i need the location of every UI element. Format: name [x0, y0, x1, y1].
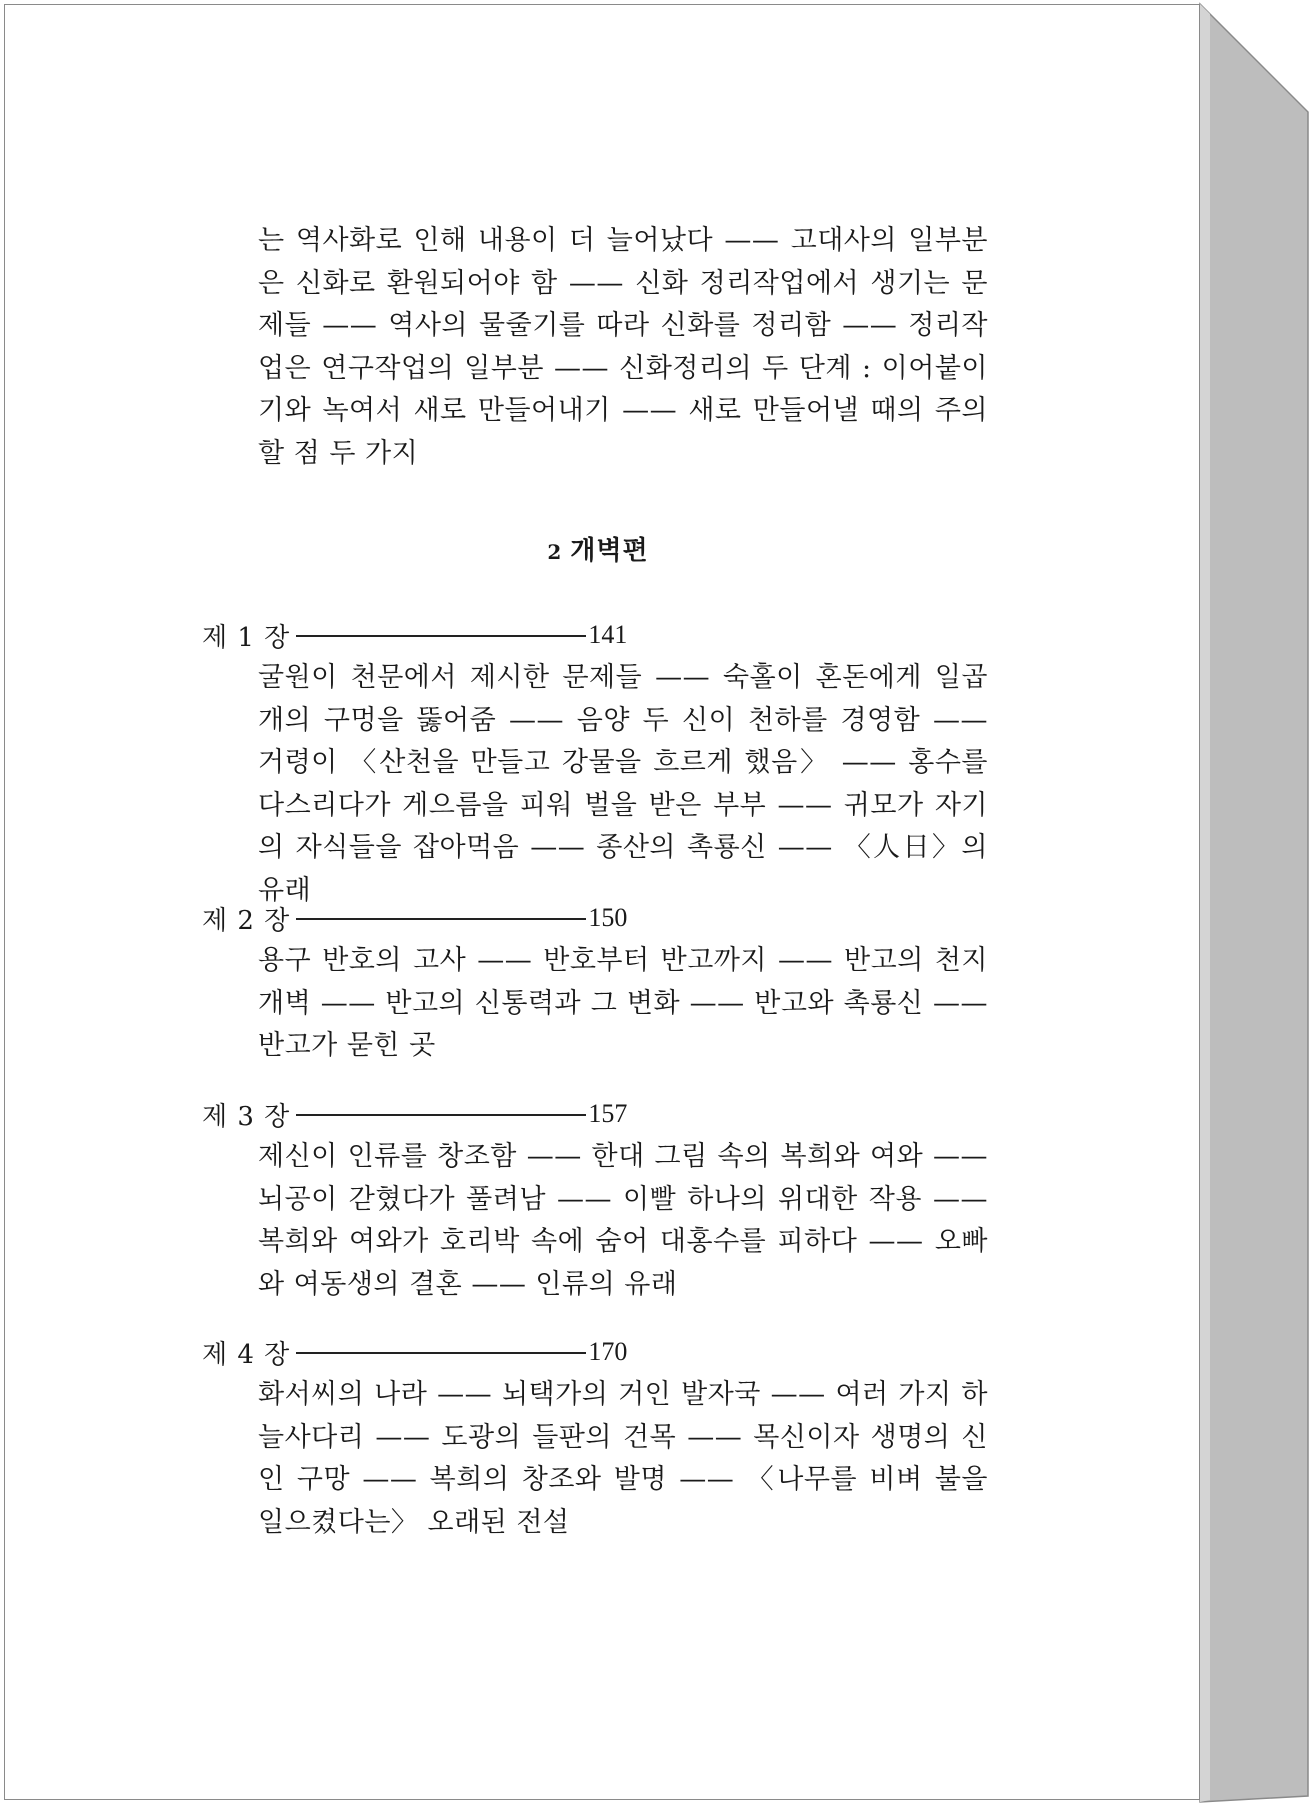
chapter-heading [202, 1332, 992, 1372]
chapter-page-number: 141 [588, 620, 628, 649]
chapter-3 [202, 1094, 992, 1306]
section-title [0, 530, 1196, 567]
leader-rule [296, 918, 586, 920]
chapter-label: 제 2 장 [202, 905, 291, 936]
chapter-4 [202, 1332, 992, 1544]
leader-rule [296, 1114, 586, 1116]
chapter-heading [202, 615, 992, 655]
chapter-label: 제 4 장 [202, 1339, 291, 1370]
chapter-page-number: 170 [588, 1337, 628, 1366]
leader-rule [296, 1352, 586, 1354]
chapter-page-number: 150 [588, 903, 628, 932]
chapter-summary: 화서씨의 나라 —— 뇌택가의 거인 발자국 —— 여러 가지 하늘사다리 —— 도광의 들판의 건목 —— 목신이자 생명의 신인 구망 —— 복희의 창조와 발명 —— 〈나무를 비벼 불을 일으켰다는〉 오래된 전설 [258, 1379, 988, 1538]
chapter-heading [202, 898, 992, 938]
chapter-2 [202, 898, 992, 1068]
chapter-summary: 굴원이 천문에서 제시한 문제들 —— 숙홀이 혼돈에게 일곱 개의 구멍을 뚫어줌 —— 음양 두 신이 천하를 경영함 —— 거령이 〈산천을 만들고 강물을 흐르게 했음〉 —— 홍수를 다스리다가 게으름을 피워 벌을 받은 부부 —— 귀모가 자기의 자식들을 잡아먹음 —— 종산의 촉룡신 —— 〈人日〉의 유래 [258, 662, 988, 906]
chapter-summary: 제신이 인류를 창조함 —— 한대 그림 속의 복희와 여와 —— 뇌공이 갇혔다가 풀려남 —— 이빨 하나의 위대한 작용 —— 복희와 여와가 호리박 속에 숨어 대홍수를 피하다 —— 오빠와 여동생의 결혼 —— 인류의 유래 [258, 1141, 988, 1300]
chapter-summary: 용구 반호의 고사 —— 반호부터 반고까지 —— 반고의 천지개벽 —— 반고의 신통력과 그 변화 —— 반고와 촉룡신 —— 반고가 묻힌 곳 [258, 945, 988, 1061]
chapter-page-number: 157 [588, 1099, 628, 1128]
chapter-label: 제 1 장 [202, 622, 291, 653]
chapter-heading [202, 1094, 992, 1134]
section-name: 개벽편 [570, 536, 649, 566]
intro-paragraph: 는 역사화로 인해 내용이 더 늘어났다 —— 고대사의 일부분은 신화로 환원되어야 함 —— 신화 정리작업에서 생기는 문제들 —— 역사의 물줄기를 따라 신화를 정리함 —— 정리작업은 연구작업의 일부분 —— 신화정리의 두 단계 : 이어붙이기와 녹여서 새로 만들어내기 —— 새로 만들어낼 때의 주의할 점 두 가지 [258, 225, 988, 469]
chapter-label: 제 3 장 [202, 1101, 291, 1132]
chapter-1 [202, 615, 992, 912]
section-number: 2 [547, 540, 563, 564]
leader-rule [296, 635, 586, 637]
